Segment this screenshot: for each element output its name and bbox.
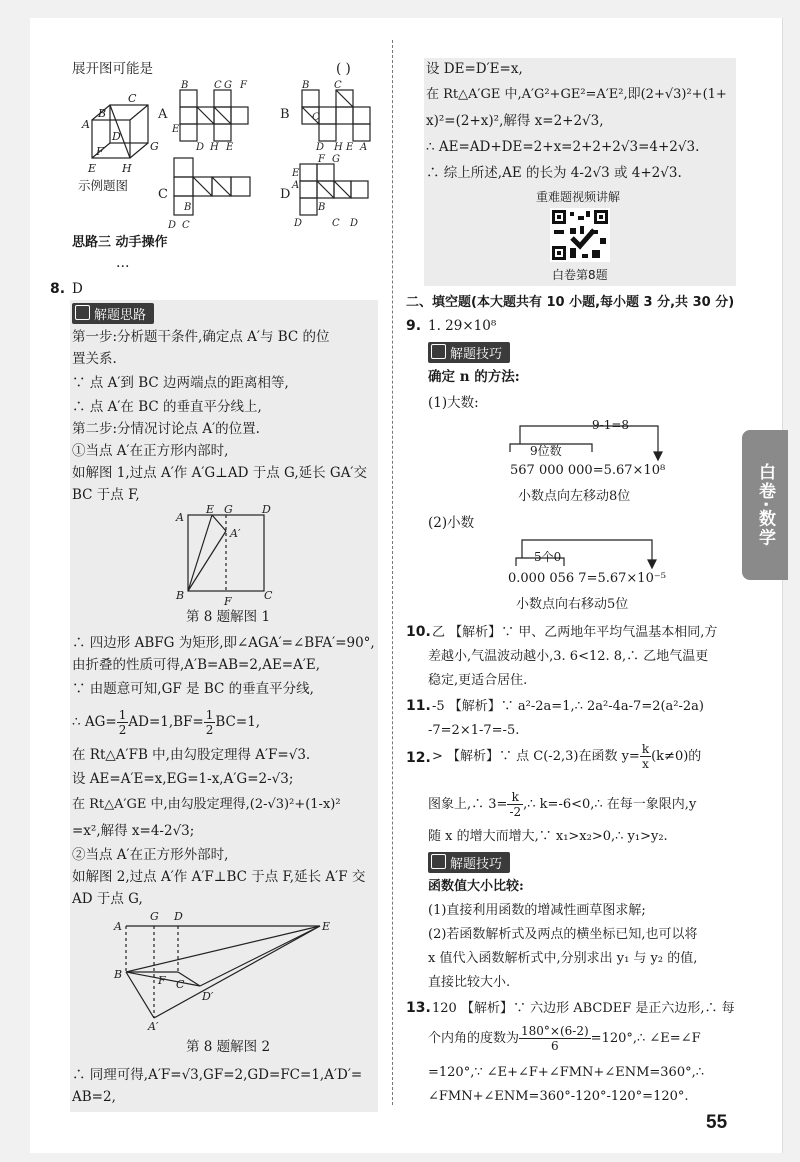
q9-number: 9. (406, 318, 422, 334)
cont-line-3: x)²=(2+x)²,解得 x=2+2√3, (426, 113, 604, 129)
q8-answer: D (72, 281, 83, 297)
option-C-label: C (158, 187, 168, 202)
q9-big-top: 9-1=8 (592, 418, 630, 432)
svg-text:B: B (176, 589, 185, 602)
cont-line-2: 在 Rt△A′GE 中,A′G²+GE²=A′E²,即(2+√3)²+(1+ (426, 87, 727, 102)
video-title: 重难题视频讲解 (536, 190, 621, 204)
q12-line-2: 图象上,∴ 3= $\frac{k}{-2}$ ,∴ k=-6<0,∴ 在每一象限内,y (428, 790, 697, 819)
q8-case1-b: BC 于点 F, (72, 487, 140, 503)
svg-text:C: C (176, 978, 185, 991)
k-over-neg2: $\frac{k}{-2}$ (509, 790, 522, 819)
q12-badge: 解题技巧 (428, 852, 510, 873)
q12-number: 12. (406, 750, 431, 766)
svg-text:D′: D′ (202, 990, 214, 1003)
svg-text:A′: A′ (230, 527, 241, 540)
q9-small-eq: 0.000 056 7=5.67×10⁻⁵ (508, 571, 666, 586)
svg-text:C: C (264, 589, 273, 602)
q9-small-top: 5个0 (534, 550, 562, 564)
half-fraction: $\frac{1}{2}$ (205, 708, 214, 737)
svg-text:C: C (332, 218, 340, 229)
q10-line-2: 差越小,气温波动越小,3. 6<12. 8,∴ 乙地气温更 (428, 649, 709, 664)
svg-text:D: D (196, 142, 205, 153)
svg-text:B: B (181, 80, 189, 91)
q10-line-3: 稳定,更适合居住. (428, 673, 528, 688)
k-over-x: $\frac{k}{x}$ (641, 742, 650, 771)
q13-line-4: ∠FMN+∠ENM=360°-120°-120°=120°. (428, 1089, 689, 1104)
svg-text:E: E (206, 503, 215, 516)
svg-text:D: D (294, 218, 303, 229)
option-D-label: D (280, 187, 291, 202)
svg-text:F: F (224, 595, 232, 607)
q12-m1: (1)直接利用函数的增减性画草图求解; (428, 903, 646, 918)
q8-e1: ∴ 同理可得,A′F=√3,GF=2,GD=FC=1,A′D′= (72, 1067, 363, 1083)
q13-line-2: 个内角的度数为 $\frac{180^\circ\times(6-2)}{6}$ =120°,∴ ∠E=∠F (428, 1024, 701, 1053)
svg-text:D: D (316, 142, 325, 153)
svg-text:A: A (360, 142, 368, 153)
q8-r1: ∴ 四边形 ABFG 为矩形,即∠AGA′=∠BFA′=90°, (72, 635, 375, 651)
q9-big-eq: 567 000 000=5.67×10⁸ (510, 463, 666, 478)
svg-text:E: E (322, 920, 331, 933)
svg-text:D: D (350, 218, 359, 229)
cont-line-4: ∴ AE=AD+DE=2+x=2+2+2√3=4+2√3. (426, 139, 700, 155)
q8-r2: 由折叠的性质可得,A′B=AB=2,AE=A′E, (72, 657, 321, 673)
q12-m2: (2)若函数解析式及两点的横坐标已知,也可以将 (428, 927, 698, 942)
q12-m4: 直接比较大小. (428, 975, 511, 990)
svg-text:A′: A′ (148, 1020, 159, 1032)
q10-line-1: 乙 【解析】∵ 甲、乙两地年平均气温基本相同,方 (432, 625, 718, 640)
half-fraction: $\frac{1}{2}$ (118, 708, 127, 737)
svg-text:A: A (176, 511, 184, 524)
q11-number: 11. (406, 698, 431, 714)
svg-text:E: E (226, 142, 234, 153)
svg-text:B: B (98, 107, 107, 120)
q8-step2: 第二步:分情况讨论点 A′的位置. (72, 421, 260, 437)
q8-case2: ②当点 A′在正方形外部时, (72, 847, 229, 863)
svg-text:D: D (174, 910, 183, 923)
svg-text:B: B (318, 202, 326, 213)
svg-text:C: C (182, 220, 190, 230)
svg-text:E: E (346, 142, 354, 153)
svg-text:H: H (210, 142, 219, 153)
svg-text:F: F (158, 974, 166, 987)
svg-text:A: A (292, 180, 300, 191)
ellipsis: … (116, 255, 130, 271)
q8-step1b: 置关系. (72, 351, 117, 367)
svg-text:C: C (334, 80, 342, 91)
svg-text:C: C (128, 92, 137, 105)
q9-determine: 确定 n 的方法: (428, 369, 520, 385)
svg-text:C: C (312, 112, 320, 123)
svg-text:D: D (262, 503, 271, 516)
option-B-label: B (280, 107, 290, 122)
q8-r6: 设 AE=A′E=x,EG=1-x,A′G=2-√3; (72, 771, 294, 787)
svg-text:G: G (224, 503, 233, 516)
q8-fig1-caption: 第 8 题解图 1 (186, 609, 271, 625)
q9-big-digits: 9位数 (530, 444, 562, 458)
q8-r5: 在 Rt△A′FB 中,由勾股定理得 A′F=√3. (72, 747, 311, 763)
question-prompt: 展开图可能是 (72, 61, 153, 77)
svg-text:E: E (292, 168, 300, 179)
q12-m3: x 值代入函数解析式中,分别求出 y₁ 与 y₂ 的值, (428, 951, 698, 966)
svg-text:B: B (302, 80, 310, 91)
q12-line-1: > 【解析】∵ 点 C(-2,3)在函数 y= $\frac{k}{x}$ (k≠0)的 (432, 742, 702, 771)
answer-paren: ( ) (336, 61, 351, 77)
q8-figure-1 (172, 503, 282, 607)
svg-text:G: G (150, 910, 159, 923)
svg-text:C: C (214, 80, 222, 91)
q12-line-3: 随 x 的增大而增大,∵ x₁>x₂>0,∴ y₁>y₂. (428, 829, 668, 844)
cont-line-1: 设 DE=D′E=x, (426, 61, 523, 77)
option-A-label: A (158, 107, 168, 122)
q8-figure-2 (110, 908, 340, 1032)
svg-text:F: F (96, 145, 104, 158)
q8-line-2: ∴ 点 A′在 BC 的垂直平分线上, (72, 399, 262, 415)
q13-line-3: =120°,∵ ∠E+∠F+∠FMN+∠ENM=360°,∴ (428, 1065, 704, 1080)
q9-answer: 1. 29×10⁸ (428, 318, 497, 334)
svg-text:F: F (240, 80, 247, 91)
q9-small: (2)小数 (428, 515, 475, 531)
q12-compare: 函数值大小比较: (428, 879, 524, 894)
cube-net-figures (70, 80, 390, 230)
q8-r8: =x²,解得 x=4-2√3; (72, 823, 195, 839)
q8-e2: AB=2, (72, 1089, 116, 1105)
q9-badge: 解题技巧 (428, 342, 510, 363)
svg-text:H: H (334, 142, 343, 153)
net-D (300, 164, 368, 215)
q9-small-note: 小数点向右移动5位 (516, 597, 629, 612)
page-number: 55 (706, 1112, 728, 1133)
q8-number: 8. (50, 281, 66, 297)
q8-r4: ∴ AG= $\frac{1}{2}$ AD=1,BF= $\frac{1}{2}$ BC=1, (72, 708, 261, 737)
q8-case1: ①当点 A′在正方形内部时, (72, 443, 229, 459)
svg-text:G: G (332, 154, 340, 165)
svg-text:E: E (88, 162, 97, 175)
q11-line-2: -7=2×1-7=-5. (428, 723, 520, 738)
cont-line-5: ∴ 综上所述,AE 的长为 4-2√3 或 4+2√3. (426, 165, 682, 181)
svg-text:B: B (114, 968, 123, 981)
svg-text:H: H (122, 162, 132, 175)
svg-text:G: G (224, 80, 232, 91)
example-label: 示例题图 (78, 178, 129, 193)
key-icon (431, 854, 446, 869)
q13-number: 13. (406, 1000, 431, 1016)
q8-case2-a: 如解图 2,过点 A′作 A′F⊥BC 于点 F,延长 A′F 交 (72, 869, 366, 885)
q8-line-1: ∵ 点 A′到 BC 边两端点的距离相等, (72, 375, 289, 391)
thought-3-heading: 思路三 动手操作 (72, 235, 168, 250)
svg-text:F: F (318, 154, 325, 165)
section-2-heading: 二、填空题(本大题共有 10 小题,每小题 3 分,共 30 分) (406, 295, 735, 310)
svg-text:A: A (82, 118, 90, 131)
svg-text:B: B (184, 202, 192, 213)
q8-badge: 解题思路 (72, 303, 154, 324)
svg-text:D: D (112, 130, 121, 143)
q8-fig2-caption: 第 8 题解图 2 (186, 1039, 271, 1055)
q8-case1-a: 如解图 1,过点 A′作 A′G⊥AD 于点 G,延长 GA′交 (72, 465, 368, 481)
q8-case2-b: AD 于点 G, (72, 891, 143, 907)
svg-text:D: D (168, 220, 177, 230)
q11-line-1: -5 【解析】∵ a²-2a=1,∴ 2a²-4a-7=2(a²-2a) (432, 699, 704, 714)
q9-big-note: 小数点向左移动8位 (518, 489, 631, 504)
side-tab: 白卷·数学 (742, 430, 788, 580)
svg-text:A: A (114, 920, 122, 933)
q8-r7: 在 Rt△A′GE 中,由勾股定理得,(2-√3)²+(1-x)² (72, 797, 341, 812)
net-A (180, 90, 248, 141)
video-caption: 白卷第8题 (552, 268, 608, 282)
angle-fraction: $\frac{180^\circ\times(6-2)}{6}$ (521, 1024, 589, 1053)
q13-line-1: 120 【解析】∵ 六边形 ABCDEF 是正六边形,∴ 每 (432, 1001, 735, 1016)
qr-code-icon[interactable] (550, 208, 610, 262)
thinking-icon (75, 305, 90, 320)
svg-text:E: E (172, 124, 180, 135)
q9-big: (1)大数: (428, 395, 479, 411)
svg-text:G: G (150, 140, 159, 153)
column-divider (392, 40, 393, 1105)
q10-number: 10. (406, 624, 431, 640)
q8-r3: ∵ 由题意可知,GF 是 BC 的垂直平分线, (72, 681, 314, 697)
q8-step1: 第一步:分析题干条件,确定点 A′与 BC 的位 (72, 329, 330, 345)
key-icon (431, 344, 446, 359)
